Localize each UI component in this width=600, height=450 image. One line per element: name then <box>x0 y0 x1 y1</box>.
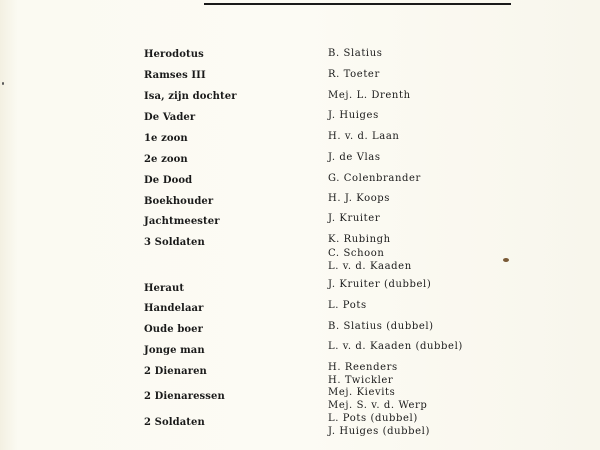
actor-name: J. Kruiter <box>328 213 381 224</box>
role-label: Herodotus <box>144 49 204 60</box>
role-label: Jonge man <box>144 345 205 356</box>
paper-speck <box>2 82 4 85</box>
actor-name: H. Reenders <box>328 362 398 373</box>
role-label: 2e zoon <box>144 154 188 165</box>
actor-name: Mej. L. Drenth <box>328 90 411 101</box>
actor-name: L. Pots <box>328 300 367 311</box>
paper-speck <box>503 258 509 262</box>
actor-name: B. Slatius (dubbel) <box>328 321 434 332</box>
role-label: De Dood <box>144 175 193 186</box>
actor-name: Mej. Kievits <box>328 387 396 398</box>
actor-name: L. v. d. Kaaden <box>328 261 412 272</box>
actor-name: Mej. S. v. d. Werp <box>328 400 428 411</box>
role-label: Heraut <box>144 283 185 294</box>
role-label: Oude boer <box>144 324 204 335</box>
role-label: 2 Soldaten <box>144 417 205 428</box>
actor-name: L. v. d. Kaaden (dubbel) <box>328 341 463 352</box>
actor-name: G. Colenbrander <box>328 173 421 184</box>
role-label: 3 Soldaten <box>144 237 205 248</box>
actor-name: C. Schoon <box>328 248 385 259</box>
role-label: Boekhouder <box>144 196 214 207</box>
role-label: De Vader <box>144 112 196 123</box>
top-rule <box>204 3 511 5</box>
role-label: Handelaar <box>144 303 204 314</box>
actor-name: K. Rubingh <box>328 234 391 245</box>
role-label: 2 Dienaren <box>144 366 207 377</box>
actor-name: R. Toeter <box>328 69 380 80</box>
actor-name: B. Slatius <box>328 48 383 59</box>
actor-name: J. de Vlas <box>328 152 381 163</box>
actor-name: H. Twickler <box>328 375 394 386</box>
actor-name: H. J. Koops <box>328 193 391 204</box>
actor-name: J. Kruiter (dubbel) <box>328 279 432 290</box>
role-label: 1e zoon <box>144 133 188 144</box>
actor-name: H. v. d. Laan <box>328 131 400 142</box>
role-label: Isa, zijn dochter <box>144 91 237 102</box>
role-label: 2 Dienaressen <box>144 391 225 402</box>
actor-name: J. Huiges (dubbel) <box>328 426 430 437</box>
actor-name: J. Huiges <box>328 110 379 121</box>
role-label: Ramses III <box>144 70 206 81</box>
role-label: Jachtmeester <box>144 216 220 227</box>
actor-name: L. Pots (dubbel) <box>328 413 418 424</box>
